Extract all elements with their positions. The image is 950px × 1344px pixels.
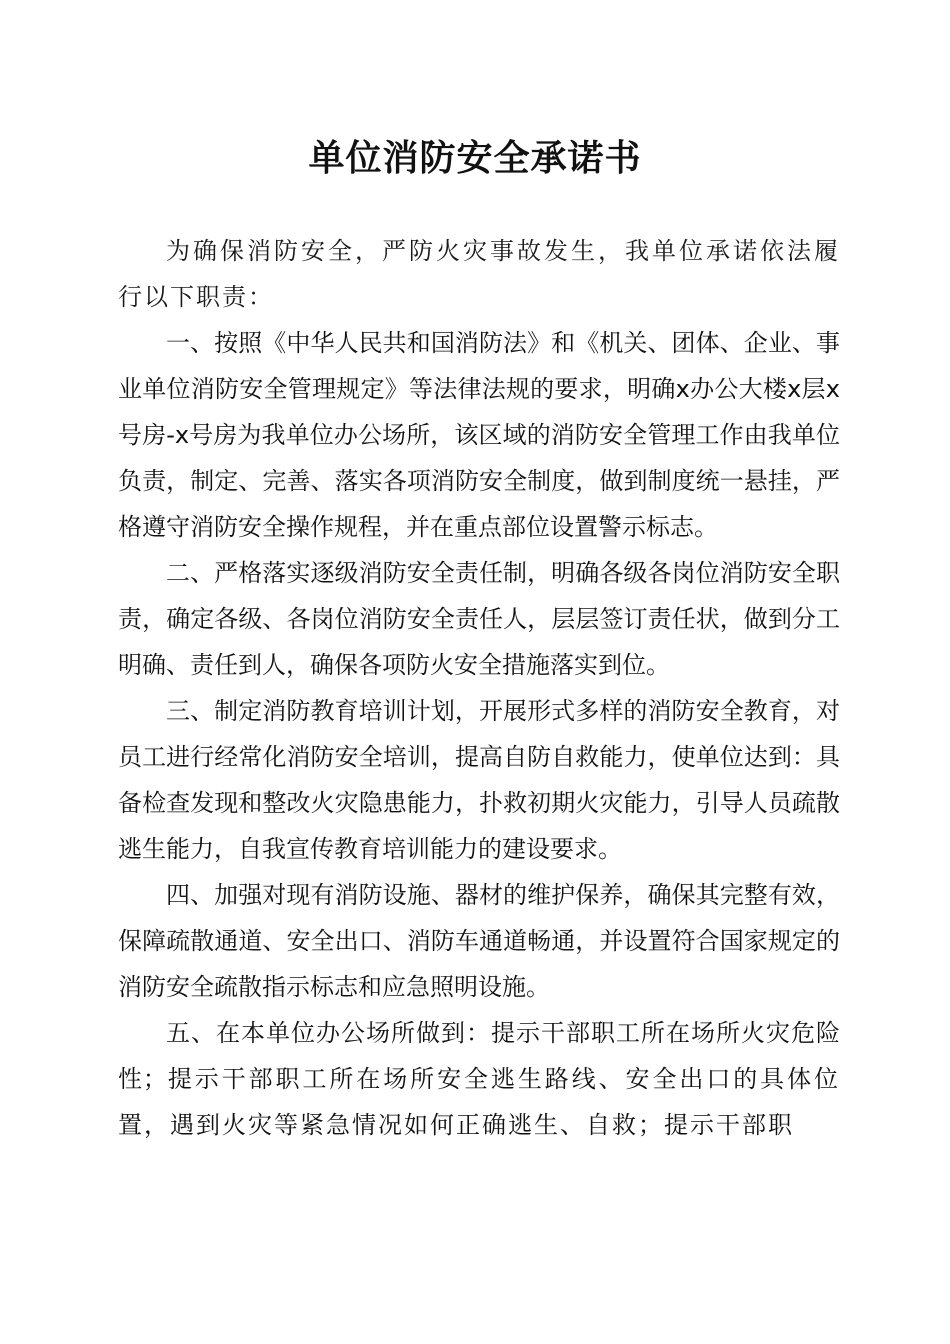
document-title: 单位消防安全承诺书: [308, 137, 642, 179]
item-3-paragraph: 三、制定消防教育培训计划，开展形式多样的消防安全教育，对员工进行经常化消防安全培训，提高自防自救能力，使单位达到：具备检查发现和整改火灾隐患能力，扑救初期火灾能力，引导人员疏散逃生能力，自我宣传教育培训能力的建设要求。: [118, 697, 840, 863]
item-4-paragraph: 四、加强对现有消防设施、器材的维护保养，确保其完整有效，保障疏散通道、安全出口、消防车通道畅通，并设置符合国家规定的消防安全疏散指示标志和应急照明设施。: [118, 881, 840, 1001]
intro-paragraph: 为确保消防安全，严防火灾事故发生，我单位承诺依法履行以下职责：: [118, 237, 840, 311]
item-1-paragraph: 一、按照《中华人民共和国消防法》和《机关、团体、企业、事业单位消防安全管理规定》等法律法规的要求，明确x办公大楼x层x号房-x号房为我单位办公场所，该区域的消防安全管理工作由我单位负责，制定、完善、落实各项消防安全制度，做到制度统一悬挂，严格遵守消防安全操作规程，并在重点部位设置警示标志。: [118, 329, 840, 541]
document-body: [118, 228, 840, 1148]
item-5-part-1: 五、在本单位办公场所做到：提示干部职工所在场所火灾危险性；: [118, 1019, 840, 1093]
item-2-paragraph: 二、严格落实逐级消防安全责任制，明确各级各岗位消防安全职责，确定各级、各岗位消防安全责任人，层层签订责任状，做到分工明确、责任到人，确保各项防火安全措施落实到位。: [118, 559, 840, 679]
item-5-paragraph: [118, 1010, 840, 1148]
item-5-part-2: 提示干部职工所在场所安全逃生路线、安全出口的具体位置，遇到火灾等紧急情况如何正确逃生、自救；提示干部职: [118, 1065, 841, 1139]
